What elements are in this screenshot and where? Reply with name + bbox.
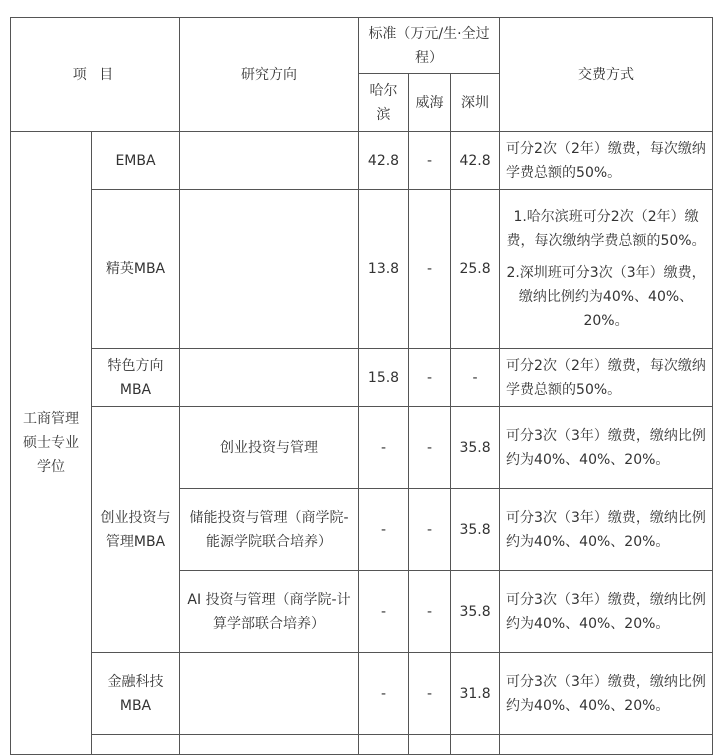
payment-energy: 可分3次（3年）缴费，缴纳比例约为40%、40%、20%。	[500, 489, 713, 571]
header-standard: 标准（万元/生·全过程）	[359, 18, 500, 74]
table-row-fintech	[11, 653, 713, 735]
fee-shenzhen-venture: 35.8	[451, 407, 500, 489]
program-elite: 精英MBA	[92, 190, 180, 349]
fee-weihai-elite: -	[409, 190, 451, 349]
fee-harbin-special: 15.8	[359, 349, 409, 407]
program-fintech: 金融科技MBA	[92, 653, 180, 735]
fee-harbin-energy: -	[359, 489, 409, 571]
program-venture-group: 创业投资与管理MBA	[92, 407, 180, 653]
header-payment: 交费方式	[500, 18, 713, 132]
header-row-1	[11, 18, 713, 74]
fee-shenzhen-fintech: 31.8	[451, 653, 500, 735]
payment-elite	[500, 190, 713, 349]
tuition-table	[10, 17, 713, 755]
table-row-special	[11, 349, 713, 407]
category-cell: 工商管理硕士专业学位	[11, 132, 92, 755]
fee-shenzhen-ai: 35.8	[451, 571, 500, 653]
fee-shenzhen-elite: 25.8	[451, 190, 500, 349]
fee-harbin-fintech: -	[359, 653, 409, 735]
direction-fintech	[180, 653, 359, 735]
direction-special	[180, 349, 359, 407]
fee-weihai-emba: -	[409, 132, 451, 190]
table-row-elite	[11, 190, 713, 349]
header-item: 项 目	[11, 18, 180, 132]
table-row-emba	[11, 132, 713, 190]
fee-shenzhen-special: -	[451, 349, 500, 407]
payment-emba: 可分2次（2年）缴费，每次缴纳学费总额的50%。	[500, 132, 713, 190]
fee-shenzhen-emba: 42.8	[451, 132, 500, 190]
fee-weihai-special: -	[409, 349, 451, 407]
payment-elite-shenzhen: 2.深圳班可分3次（3年）缴费，缴纳比例约为40%、40%、20%。	[506, 265, 706, 329]
header-shenzhen: 深圳	[451, 74, 500, 132]
payment-special: 可分2次（2年）缴费，每次缴纳学费总额的50%。	[500, 349, 713, 407]
header-direction: 研究方向	[180, 18, 359, 132]
payment-elite-harbin: 1.哈尔滨班可分2次（2年）缴费，每次缴纳学费总额的50%。	[506, 209, 706, 249]
payment-fintech: 可分3次（3年）缴费，缴纳比例约为40%、40%、20%。	[500, 653, 713, 735]
payment-ai: 可分3次（3年）缴费，缴纳比例约为40%、40%、20%。	[500, 571, 713, 653]
table-row-venture	[11, 407, 713, 489]
fee-shenzhen-energy: 35.8	[451, 489, 500, 571]
direction-elite	[180, 190, 359, 349]
fee-harbin-ai: -	[359, 571, 409, 653]
fee-weihai-fintech: -	[409, 653, 451, 735]
direction-emba	[180, 132, 359, 190]
direction-venture: 创业投资与管理	[180, 407, 359, 489]
fee-harbin-venture: -	[359, 407, 409, 489]
fee-weihai-energy: -	[409, 489, 451, 571]
program-emba: EMBA	[92, 132, 180, 190]
fee-weihai-venture: -	[409, 407, 451, 489]
fee-harbin-emba: 42.8	[359, 132, 409, 190]
fee-weihai-ai: -	[409, 571, 451, 653]
header-weihai: 威海	[409, 74, 451, 132]
program-special: 特色方向MBA	[92, 349, 180, 407]
header-harbin: 哈尔滨	[359, 74, 409, 132]
payment-venture: 可分3次（3年）缴费，缴纳比例约为40%、40%、20%。	[500, 407, 713, 489]
direction-ai: AI 投资与管理（商学院-计算学部联合培养）	[180, 571, 359, 653]
fee-harbin-elite: 13.8	[359, 190, 409, 349]
direction-energy: 储能投资与管理（商学院-能源学院联合培养）	[180, 489, 359, 571]
